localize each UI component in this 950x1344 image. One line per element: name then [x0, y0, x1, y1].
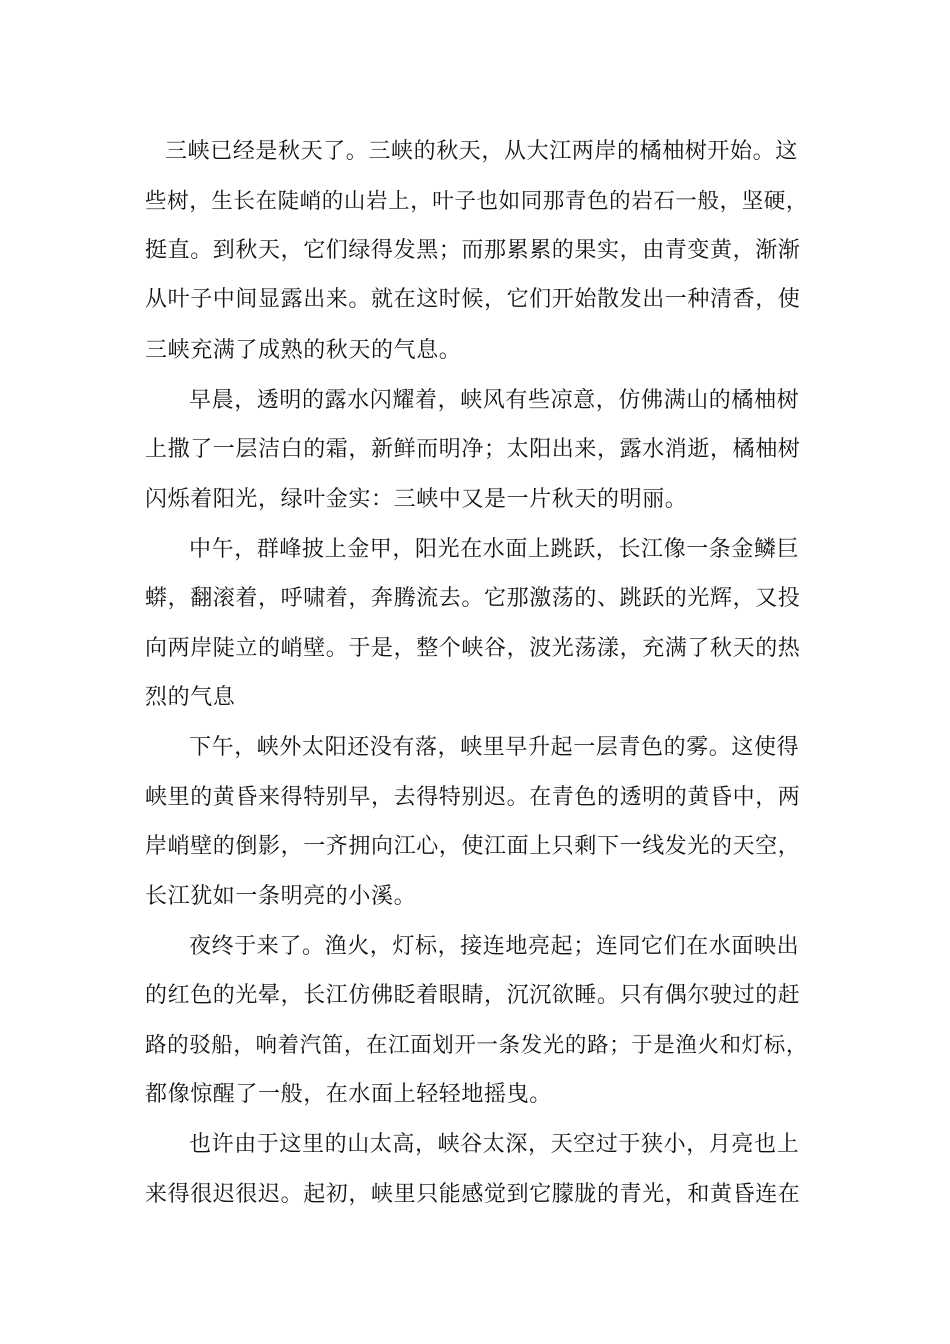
paragraph-3-line-1: 中午，群峰披上金甲，阳光在水面上跳跃，长江像一条金鳞巨: [189, 537, 800, 562]
paragraph-5-line-2: 的红色的光晕，长江仿佛眨着眼睛，沉沉欲睡。只有偶尔驶过的赶: [145, 983, 801, 1008]
paragraph-3-line-4: 烈的气息: [145, 685, 236, 710]
paragraph-5-line-3: 路的驳船，响着汽笛，在江面划开一条发光的路；于是渔火和灯标，: [145, 1033, 809, 1058]
paragraph-2-line-3: 闪烁着阳光，绿叶金实：三峡中又是一片秋天的明丽。: [145, 487, 688, 512]
paragraph-6-line-1: 也许由于这里的山太高，峡谷太深，天空过于狭小，月亮也上: [189, 1132, 800, 1157]
paragraph-4-line-2: 峡里的黄昏来得特别早，去得特别迟。在青色的透明的黄昏中，两: [145, 785, 801, 810]
paragraph-5-line-4: 都像惊醒了一般，在水面上轻轻地摇曳。: [145, 1082, 552, 1107]
paragraph-3-line-2: 蟒，翻滚着，呼啸着，奔腾流去。它那激荡的、跳跃的光辉，又投: [145, 586, 801, 611]
paragraph-1-line-1: 三峡已经是秋天了。三峡的秋天，从大江两岸的橘柚树开始。这: [165, 139, 798, 164]
paragraph-4-line-4: 长江犹如一条明亮的小溪。: [145, 884, 417, 909]
paragraph-4-line-1: 下午，峡外太阳还没有落，峡里早升起一层青色的雾。这使得: [189, 735, 800, 760]
paragraph-2-line-1: 早晨，透明的露水闪耀着，峡风有些凉意，仿佛满山的橘柚树: [189, 388, 800, 413]
paragraph-1-line-3: 挺直。到秋天，它们绿得发黑；而那累累的果实，由青变黄，渐渐: [145, 238, 801, 263]
paragraph-4-line-3: 岸峭壁的倒影，一齐拥向江心，使江面上只剩下一线发光的天空，: [145, 834, 801, 859]
paragraph-1-line-2: 些树，生长在陡峭的山岩上，叶子也如同那青色的岩石一般，坚硬，: [145, 189, 809, 214]
paragraph-1-line-4: 从叶子中间显露出来。就在这时候，它们开始散发出一种清香，使: [145, 287, 801, 312]
paragraph-1-line-5: 三峡充满了成熟的秋天的气息。: [145, 338, 462, 363]
paragraph-2-line-2: 上撒了一层洁白的霜，新鲜而明净；太阳出来，露水消逝，橘柚树: [145, 437, 801, 462]
paragraph-3-line-3: 向两岸陡立的峭壁。于是，整个峡谷，波光荡漾，充满了秋天的热: [145, 636, 801, 661]
paragraph-6-line-2: 来得很迟很迟。起初，峡里只能感觉到它朦胧的青光，和黄昏连在: [145, 1182, 801, 1207]
paragraph-5-line-1: 夜终于来了。渔火，灯标，接连地亮起；连同它们在水面映出: [189, 934, 800, 959]
